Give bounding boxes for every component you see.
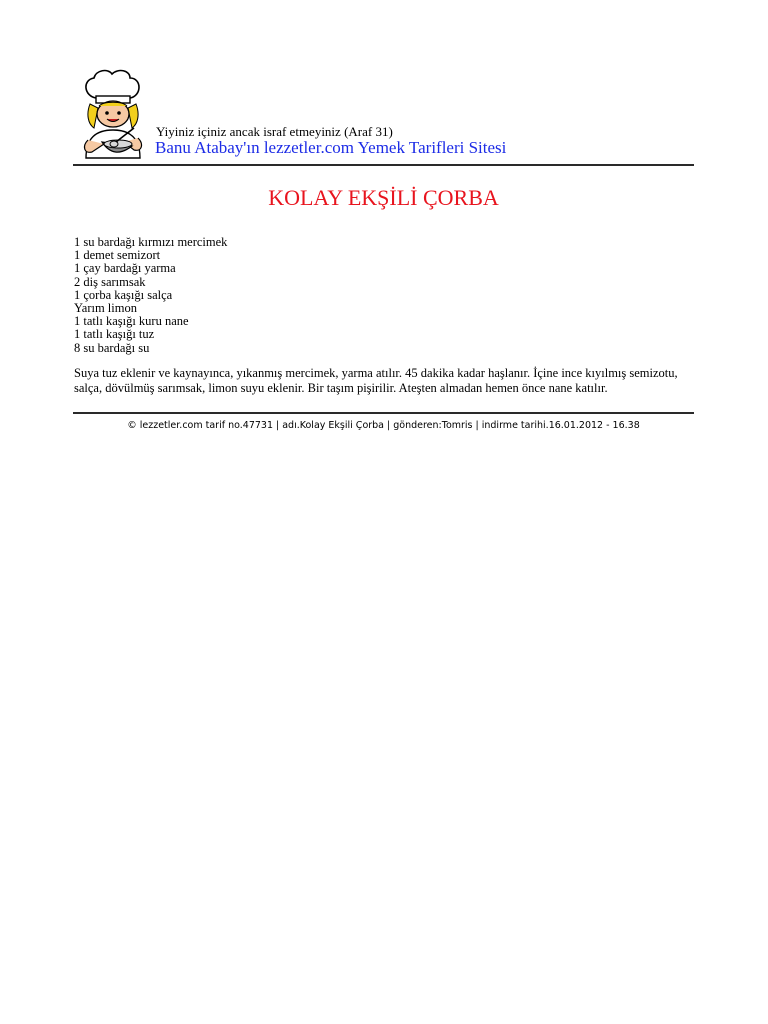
ingredient-item: 1 su bardağı kırmızı mercimek [74, 235, 228, 249]
ingredient-item: 1 demet semizort [74, 248, 161, 263]
ingredient-item: Yarım limon [74, 301, 137, 316]
site-motto: Yiyiniz içiniz ancak israf etmeyiniz (Araf 31) [156, 124, 393, 139]
ingredients-list [74, 236, 227, 355]
recipe-title: KOLAY EKŞİLİ ÇORBA [268, 185, 499, 210]
ingredient-item: 1 çorba kaşığı salça [74, 287, 173, 302]
site-title-link[interactable]: Banu Atabay'ın lezzetler.com Yemek Tarifleri Sitesi [155, 138, 507, 157]
footer-divider [73, 412, 694, 414]
recipe-footer: © lezzetler.com tarif no.47731 | adı.Kolay Ekşili Çorba | gönderen:Tomris | indirme tarihi.16.01.2012 - 16.38 [127, 420, 640, 431]
ingredient-item: 1 tatlı kaşığı tuz [74, 327, 155, 342]
chef-icon [74, 68, 152, 160]
ingredient-item: 1 tatlı kaşığı kuru nane [74, 314, 189, 329]
header-divider [73, 164, 694, 166]
recipe-instructions: Suya tuz eklenir ve kaynayınca, yıkanmış mercimek, yarma atılır. 45 dakika kadar haşlanır. İçine ince kıyılmış semizotu, salça, dövülmüş sarımsak, limon suyu eklenir. Bir taşım pişirilir. Ateşten almadan hemen önce nane katılır. [74, 366, 678, 395]
ingredient-item: 1 çay bardağı yarma [74, 261, 176, 276]
ingredient-item: 8 su bardağı su [74, 340, 150, 355]
ingredient-item: 2 diş sarımsak [74, 274, 146, 289]
